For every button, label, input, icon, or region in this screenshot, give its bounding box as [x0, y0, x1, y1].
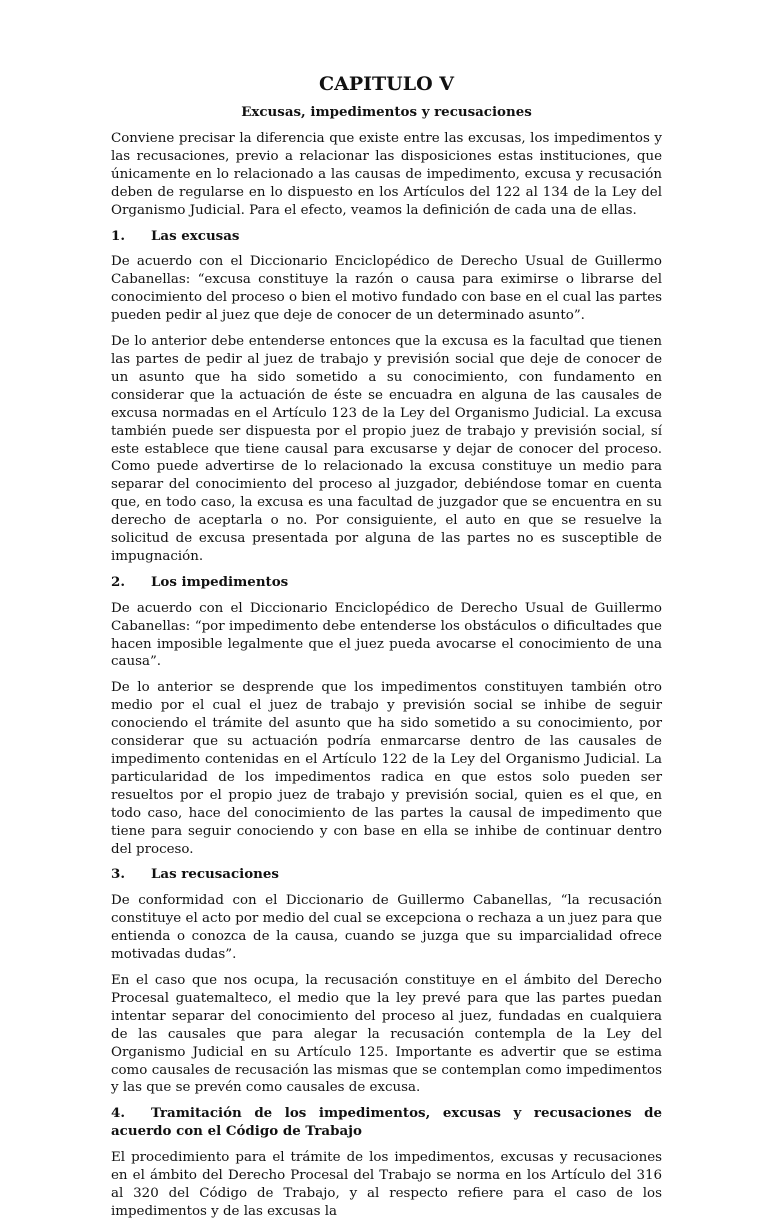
section-heading-impedimentos [111, 574, 662, 592]
paragraph: El procedimiento para el trámite de los impedimentos, excusas y recusaciones en el ámbito del Derecho Procesal del Trabajo se norma en los Artículo del 316 al 320 del Código de Trabajo, y al respecto refiere para el caso de los impedimentos y de las excusas la [111, 1150, 662, 1219]
intro-paragraph: Conviene precisar la diferencia que existe entre las excusas, los impedimentos y las recusaciones, previo a relacionar las disposiciones estas instituciones, que únicamente en lo relacionado a las causas de impedimento, excusa y recusación deben de regularse en lo dispuesto en los Artículos del 122 al 134 de la Ley del Organismo Judicial. Para el efecto, veamos la definición de cada una de ellas. [111, 131, 662, 218]
section-title: Las recusaciones [151, 866, 279, 883]
section-number: 3. [111, 866, 125, 883]
section-heading-recusaciones [111, 866, 662, 884]
section-number: 2. [111, 573, 125, 590]
section-number: 1. [111, 227, 125, 244]
section-title: Los impedimentos [151, 573, 289, 590]
chapter-subtitle: Excusas, impedimentos y recusaciones [241, 104, 532, 120]
section-heading-excusas [111, 228, 662, 246]
paragraph: De acuerdo con el Diccionario Enciclopédico de Derecho Usual de Guillermo Cabanellas: “excusa constituye la razón o causa para eximirse o librarse del conocimiento del proceso o bien el motivo fundado con base en el cual las partes pueden pedir al juez que deje de conocer de un determinado asunto”. [111, 254, 662, 324]
paragraph: De lo anterior se desprende que los impedimentos constituyen también otro medio por el cual el juez de trabajo y previsión social se inhibe de seguir conociendo el trámite del asunto que ha sido sometido a su conocimiento, por considerar que su actuación podría enmarcarse dentro de las causales de impedimento contenidas en el Artículo 122 de la Ley del Organismo Judicial. La particularidad de los impedimentos radica en que estos solo pueden ser resueltos por el propio juez de trabajo y previsión social, quien es el que, en todo caso, hace del conocimiento de las partes la causal de impedimento que tiene para seguir conociendo y con base en ella se inhibe de continuar dentro del proceso. [111, 680, 662, 857]
paragraph: De acuerdo con el Diccionario Enciclopédico de Derecho Usual de Guillermo Cabanellas: “por impedimento debe entenderse los obstáculos o dificultades que hacen imposible legalmente que el juez pueda avocarse el conocimiento de una causa”. [111, 600, 662, 670]
paragraph: En el caso que nos ocupa, la recusación constituye en el ámbito del Derecho Procesal guatemalteco, el medio que la ley prevé para que las partes puedan intentar separar del conocimiento del proceso al juez, fundadas en cualquiera de las causales que para alegar la recusación contempla de la Ley del Organismo Judicial en su Artículo 125. Importante es advertir que se estima como causales de recusación las mismas que se contemplan como impedimentos y las que se prevén como causales de excusa. [111, 972, 662, 1096]
section-number: 4. [111, 1105, 125, 1122]
paragraph: De lo anterior debe entenderse entonces que la excusa es la facultad que tienen las partes de pedir al juez de trabajo y previsión social que deje de conocer de un asunto que ha sido sometido a su conocimiento, con fundamento en considerar que la actuación de éste se encuadra en alguna de las causales de excusa normadas en el Artículo 123 de la Ley del Organismo Judicial. La excusa también puede ser dispuesta por el propio juez de trabajo y previsión social, sí este establece que tiene causal para excusarse y dejar de conocer del proceso. Como puede advertirse de lo relacionado la excusa constituye un medio para separar del conocimiento del proceso al juzgador, debiéndose tomar en cuenta que, en todo caso, la excusa es una facultad de juzgador que se encuentra en su derecho de aceptarla o no. Por consiguiente, el auto en que se resuelve la solicitud de excusa presentada por alguna de las partes no es susceptible de impugnación. [111, 334, 662, 564]
section-title: Tramitación de los impedimentos, excusas y recusaciones de acuerdo con el Código de Trabajo [111, 1105, 662, 1140]
section-heading-tramitacion [111, 1105, 662, 1141]
chapter-title: CAPITULO V [318, 73, 454, 95]
section-title: Las excusas [151, 227, 240, 244]
paragraph: De conformidad con el Diccionario de Guillermo Cabanellas, “la recusación constituye el acto por medio del cual se excepciona o rechaza a un juez para que entienda o conozca de la causa, cuando se juzga que su imparcialidad ofrece motivadas dudas”. [111, 893, 662, 963]
